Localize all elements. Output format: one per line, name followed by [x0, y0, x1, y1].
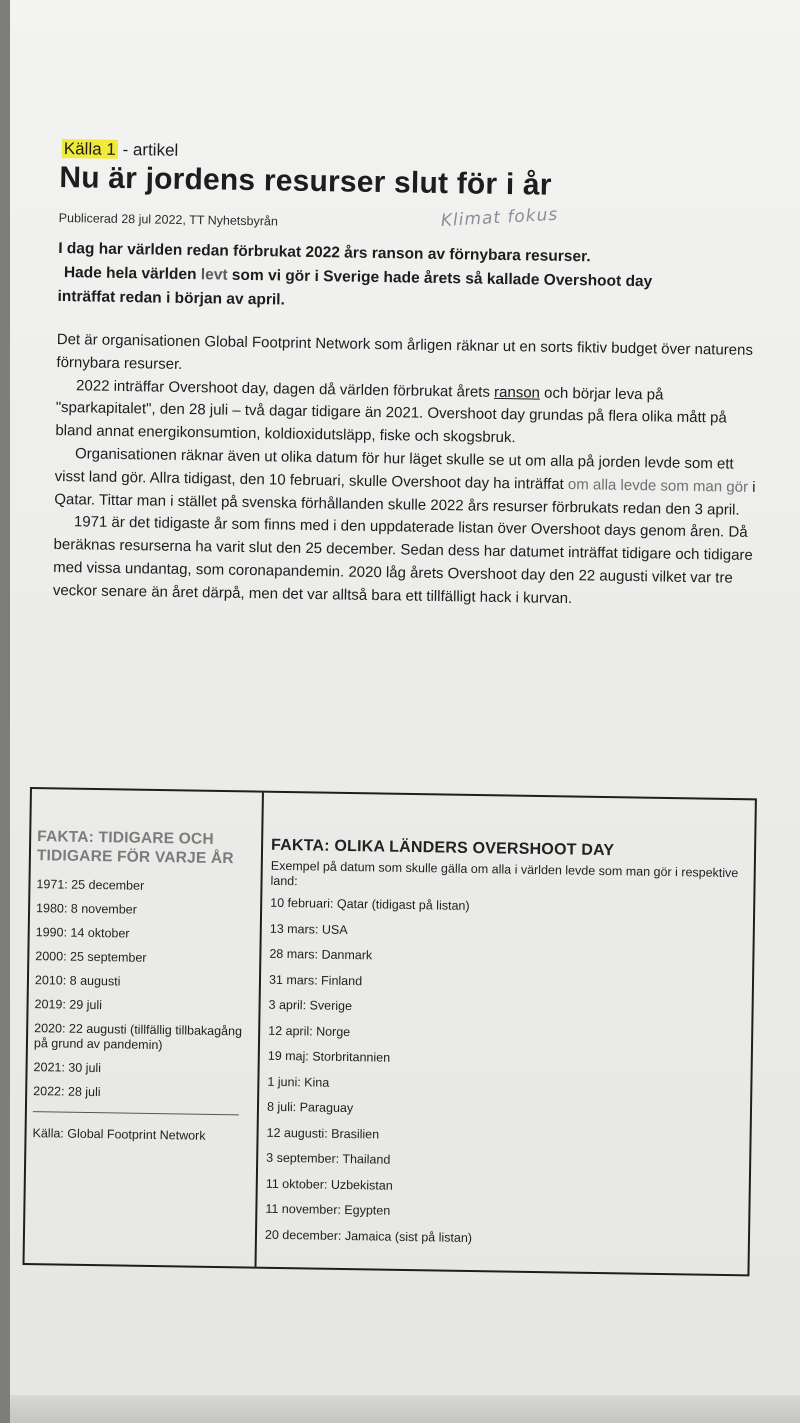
paragraph-2-b: och börjar leva på "sparkapitalet", den 28 juli – två dagar tidigare än 2021. Overshoot day grundas på flera olika mått på bland annat energikonsumtion, koldioxidutsläpp, fiske och skogsbruk.	[55, 384, 727, 447]
paragraph-2-underline: ranson	[493, 383, 541, 402]
country-item: 1 juni: Kina	[267, 1074, 330, 1090]
lead-line-2-b: som vi gör i Sverige hade årets så kallade Overshoot day	[227, 266, 653, 291]
country-item: 10 februari: Qatar (tidigast på listan)	[270, 895, 470, 913]
country-item: 3 april: Sverige	[268, 997, 353, 1014]
year-item: 2021: 30 juli	[33, 1060, 102, 1076]
lead-line-3: inträffat redan i början av april.	[57, 287, 286, 309]
country-item: 11 oktober: Uzbekistan	[265, 1176, 393, 1193]
country-item: 12 april: Norge	[268, 1023, 351, 1039]
year-item: 2022: 28 juli	[33, 1084, 101, 1100]
paragraph-2-a: 2022 inträffar Overshoot day, dagen då världen förbrukat årets	[75, 376, 495, 401]
paragraph-2	[55, 375, 761, 454]
year-item: 2000: 25 september	[35, 949, 147, 965]
country-item: 13 mars: USA	[269, 921, 348, 937]
year-item: 1980: 8 november	[35, 901, 137, 917]
fact-box-divider	[254, 793, 263, 1267]
paragraph-3-b: i Qatar. Tittar man i stället på svenska förhållanden skulle 2022 års resurser förbrukats redan den 3 april.	[54, 478, 756, 519]
paragraph-1: Det är organisationen Global Footprint Network som årligen räknar ut en sorts fiktiv budget över naturens förnybara resurser.	[56, 330, 754, 373]
country-item: 3 september: Thailand	[266, 1150, 391, 1167]
source-label-rest: - artikel	[117, 139, 179, 160]
lead-paragraph	[57, 237, 763, 320]
source-highlight: Källa 1	[63, 139, 116, 159]
lead-line-2-faint: levt	[200, 266, 228, 284]
fact-right-column	[265, 837, 751, 1260]
country-item: 20 december: Jamaica (sist på listan)	[264, 1227, 473, 1245]
country-item: 8 juli: Paraguay	[266, 1099, 354, 1116]
fact-source: Källa: Global Footprint Network	[32, 1126, 206, 1143]
headline: Nu är jordens resurser slut för i år	[59, 160, 552, 202]
paragraph-3-a: Organisationen räknar även ut olika datum för hur läget skulle se ut om alla på jorden levde som ett visst land gör. Allra tidigast, den 10 februari, skulle Overshoot day ha inträffat	[54, 445, 734, 493]
paragraph-3-faint: om alla levde som man gör	[567, 475, 749, 496]
country-item: 11 november: Egypten	[265, 1201, 391, 1218]
fact-left-title: FAKTA: TIDIGARE OCH TIDIGARE FÖR VARJE ÅR	[36, 828, 234, 868]
fact-right-title: FAKTA: OLIKA LÄNDERS OVERSHOOT DAY	[270, 836, 615, 860]
country-item: 28 mars: Danmark	[269, 946, 373, 963]
country-item: 19 maj: Storbritannien	[267, 1048, 391, 1065]
country-item: 12 augusti: Brasilien	[266, 1125, 380, 1142]
byline: Publicerad 28 jul 2022, TT Nyhetsbyrån	[58, 210, 278, 229]
handwritten-note: Klimat fokus	[440, 204, 559, 232]
paper-bottom-edge	[10, 1395, 800, 1423]
paragraph-3	[54, 443, 760, 522]
country-item: 31 mars: Finland	[268, 972, 363, 988]
lead-line-1: I dag har världen redan förbrukat 2022 års ranson av förnybara resurser.	[58, 239, 591, 266]
year-item: 2020: 22 augusti (tillfällig tillbakagång på grund av pandemin)	[33, 1021, 243, 1053]
year-item: 2019: 29 juli	[34, 997, 103, 1013]
year-item: 2010: 8 augusti	[34, 973, 121, 989]
article	[53, 138, 765, 614]
fact-left-column	[32, 827, 247, 1143]
year-item: 1971: 25 december	[36, 877, 145, 893]
body-text	[53, 329, 762, 614]
source-label	[60, 138, 181, 161]
fact-box	[22, 787, 756, 1276]
paragraph-4: 1971 är det tidigaste år som finns med i den uppdaterade listan över Overshoot days genom åren. Då beräknas resurserna ha varit slut den 25 december. Sedan dess har datumet inträffat tidigare och tidigare med vissa undantag, som coronapandemin. 2020 låg årets Overshoot day den 22 augusti vilket var tre veckor senare än året därpå, men det var alltså bara ett tillfälligt hack i kurvan.	[52, 513, 753, 607]
background-shadow	[0, 0, 10, 1423]
fact-left-separator	[33, 1111, 239, 1115]
year-item: 1990: 14 oktober	[35, 925, 130, 941]
fact-right-intro: Exempel på datum som skulle gälla om alla i världen levde som man gör i respektive land:	[270, 858, 739, 889]
lead-line-2-a: Hade hela världen	[63, 264, 201, 284]
